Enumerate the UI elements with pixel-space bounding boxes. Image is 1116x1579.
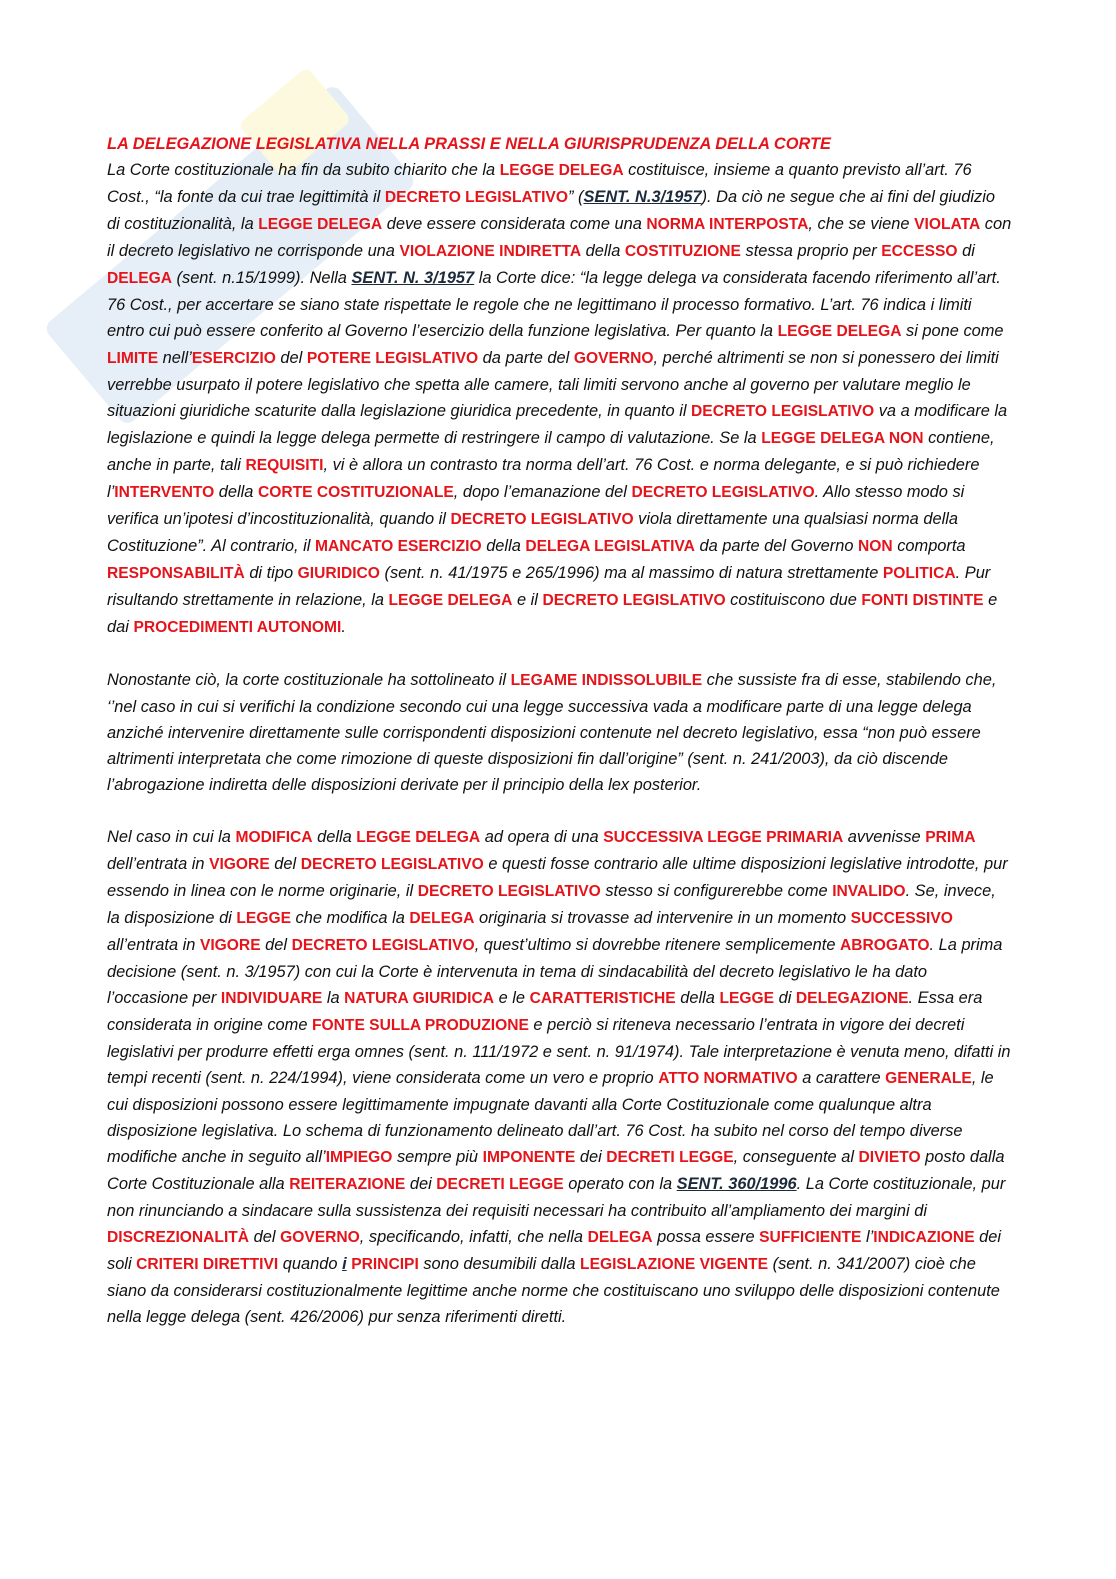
text-run: la Corte dice: “la legge delega va considerata facendo riferimento all’art. 76 Cost., per accertare se siano state rispettate le regole che ne legittimano il processo formativo. L’art. 76 indica i limiti entro cui può essere conferito al Governo l’esercizio della funzione legislativa. Per quanto la [107,269,1001,340]
key-term: LEGGE [236,910,291,927]
key-term: DECRETO LEGISLATIVO [691,403,875,420]
text-run: . Essa era considerata in origine come [107,989,983,1034]
key-term: VIGORE [199,937,261,954]
text-run: , quest’ultimo si dovrebbe ritenere semplicemente [474,936,841,954]
key-term: NATURA GIURIDICA [344,990,495,1007]
text-run: , vi è allora un contrasto tra norma dell’art. 76 Cost. e norma delegante, e si può richiedere l’ [107,456,980,501]
text-run: quando [278,1255,343,1273]
key-term: IMPONENTE [482,1149,576,1166]
key-term: DECRETO LEGISLATIVO [450,511,634,528]
text-run: con il decreto legislativo ne corrisponde una [107,215,1012,260]
text-run: originaria si trovasse ad intervenire in un momento [474,909,851,927]
text-run: dei [405,1175,437,1193]
key-term: REITERAZIONE [289,1176,406,1193]
text-run: e dai [107,591,998,636]
sentence-reference: SENT. N. 3/1957 [351,269,475,287]
text-run: , specificando, infatti, che nella [359,1228,588,1246]
key-term: LEGAME INDISSOLUBILE [510,672,703,689]
text-run: e perciò si riteneva necessario l’entrata in vigore dei decreti legislativi per produrre effetti erga omnes (sent. n. 111/1972 e sent. n. 91/1974). Tale interpretazione è venuta meno, difatti in tempi recenti (sent. n. 224/1994), viene considerata come un vero e proprio [107,1016,1011,1087]
text-run: ” ( [567,188,584,206]
key-term: SUCCESSIVO [850,910,953,927]
key-term: DISCREZIONALITÀ [107,1229,250,1246]
key-term: RESPONSABILITÀ [107,565,245,582]
text-run: . La prima decisione (sent. n. 3/1957) con cui la Corte è intervenuta in tema di sindacabilità del decreto legislativo le ha dato l’occasione per [107,936,1003,1007]
text-run: della [581,242,625,260]
sentence-reference: i [342,1255,347,1273]
text-run: deve essere considerata come una [382,215,647,233]
key-term: LEGGE DELEGA NON [761,430,924,447]
key-term: POTERE LEGISLATIVO [306,350,479,367]
key-term: ECCESSO [881,243,958,260]
text-run: . Allo stesso modo si verifica un’ipotesi d’incostituzionalità, quando il [107,483,965,528]
text-run: , che se viene [808,215,915,233]
key-term: ABROGATO [840,937,930,954]
key-term: LIMITE [107,350,159,367]
key-term: POLITICA [882,565,956,582]
key-term: PRIMA [925,829,976,846]
text-run: nell’ [158,349,192,367]
key-term: IMPIEGO [325,1149,393,1166]
key-term: DELEGA [409,910,475,927]
paragraph-3 [107,824,1012,1330]
text-run: costituisce, insieme a quanto previsto all’art. 76 Cost., “la fonte da cui trae legittimità il [107,161,972,206]
paragraph-2 [107,667,1012,798]
key-term: FONTE SULLA PRODUZIONE [312,1017,529,1034]
key-term: NORMA INTERPOSTA [646,216,809,233]
key-term: DECRETO LEGISLATIVO [384,189,568,206]
text-run: del [275,349,307,367]
text-run: di tipo [244,564,298,582]
key-term: LEGISLAZIONE VIGENTE [580,1256,769,1273]
text-run: (sent. n. 341/2007) cioè che siano da considerarsi costituzionalmente legittime anche norme che costituiscano uno sviluppo delle disposizioni contenute nella legge delega (sent. 426/2006) pur senza riferimenti diretti. [107,1255,1000,1326]
text-run: , dopo l’emanazione del [453,483,632,501]
key-term: CORTE COSTITUZIONALE [257,484,454,501]
key-term: INDICAZIONE [873,1229,975,1246]
text-run: e questi fosse contrario alle ultime disposizioni legislative introdotte, pur essendo in linea con le norme originarie, il [107,855,1008,900]
text-run: la [322,989,345,1007]
key-term: LEGGE DELEGA [777,323,902,340]
key-term: LEGGE DELEGA [499,162,624,179]
key-term: LEGGE [719,990,775,1007]
document-page [107,131,1012,1330]
key-term: DELEGA [107,270,172,287]
key-term: DELEGAZIONE [795,990,909,1007]
key-term: GIURIDICO [297,565,380,582]
key-term: GENERALE [885,1070,972,1087]
text-run: ). Da ciò ne segue che ai fini del giudizio di costituzionalità, la [107,188,995,233]
key-term: COSTITUZIONE [624,243,741,260]
text-run: viola direttamente una qualsiasi norma della Costituzione”. Al contrario, il [107,510,958,555]
key-term: DECRETO LEGISLATIVO [417,883,601,900]
key-term: PRINCIPI [351,1256,419,1273]
sentence-reference: SENT. N.3/1957 [583,188,702,206]
text-run: della [481,537,526,555]
key-term: CARATTERISTICHE [529,990,676,1007]
key-term: INVALIDO [832,883,906,900]
text-run: costituiscono due [725,591,862,609]
text-run: Nonostante ciò, la corte costituzionale ha sottolineato il [107,671,511,689]
text-run: l’ [861,1228,874,1246]
key-term: DECRETI LEGGE [436,1176,564,1193]
key-term: DECRETO LEGISLATIVO [291,937,475,954]
key-term: SUFFICIENTE [759,1229,862,1246]
text-run: stesso si configurerebbe come [600,882,833,900]
key-term: CRITERI DIRETTIVI [136,1256,279,1273]
text-run: da parte del [478,349,574,367]
key-term: GOVERNO [280,1229,360,1246]
key-term: DIVIETO [858,1149,921,1166]
text-run: della [214,483,258,501]
key-term: DECRETI LEGGE [606,1149,734,1166]
key-term: REQUISITI [245,457,324,474]
key-term: GOVERNO [573,350,654,367]
text-run: operato con la [563,1175,677,1193]
text-run: avvenisse [843,828,926,846]
key-term: LEGGE DELEGA [258,216,383,233]
text-run: che modifica la [290,909,410,927]
text-run: . La Corte costituzionale, pur non rinunciando a sindacare sulla sussistenza dei requisiti necessari ha contribuito all’ampliamento dei margini di [107,1175,1006,1220]
text-run: sono desumibili dalla [418,1255,581,1273]
key-term: VIOLAZIONE INDIRETTA [399,243,582,260]
text-run: a carattere [797,1069,886,1087]
text-run: di [957,242,975,260]
key-term: VIOLATA [914,216,981,233]
text-run: posto dalla Corte Costituzionale alla [107,1148,1005,1193]
text-run: dell’entrata in [107,855,210,873]
text-run: e il [512,591,543,609]
key-term: ATTO NORMATIVO [658,1070,798,1087]
text-run: , perché altrimenti se non si ponessero dei limiti verrebbe usurpato il potere legislativo che spetta alle camere, tali limiti servono anche al governo per valutare meglio le situazioni giuridiche scaturite dalla legislazione giuridica precedente, in quanto il [107,349,999,420]
text-run: . Pur risultando strettamente in relazione, la [107,564,991,609]
key-term: INTERVENTO [114,484,215,501]
key-term: DECRETO LEGISLATIVO [631,484,815,501]
text-run: e le [494,989,530,1007]
text-run: di [774,989,796,1007]
key-term: LEGGE DELEGA [356,829,481,846]
text-run: sempre più [392,1148,483,1166]
key-term: LEGGE DELEGA [388,592,513,609]
key-term: SUCCESSIVA LEGGE PRIMARIA [603,829,844,846]
key-term: VIGORE [209,856,270,873]
document-title: LA DELEGAZIONE LEGISLATIVA NELLA PRASSI E NELLA GIURISPRUDENZA DELLA CORTE [107,135,831,153]
text-run: , conseguente al [733,1148,859,1166]
key-term: NON [858,538,893,555]
text-run: va a modificare la legislazione e quindi la legge delega permette di restringere il campo di valutazione. Se la [107,402,1008,447]
text-run: La Corte costituzionale ha fin da subito chiarito che la [107,161,500,179]
text-run: comporta [892,537,966,555]
text-run: ad opera di una [480,828,604,846]
text-run: (sent. n. 41/1975 e 265/1996) ma al massimo di natura strettamente [379,564,883,582]
text-run: del [269,855,301,873]
text-run: contiene, anche in parte, tali [107,429,995,474]
text-run: del [260,936,292,954]
text-run: che sussiste fra di esse, stabilendo che, ‘’nel caso in cui si verifichi la condizione secondo cui una legge successiva vada a modificare parte di una legge delega anziché intervenire direttamente sulle corrispondenti disposizioni contenute nel decreto legislativo, essa “non può essere altrimenti interpretata che come rimozione di queste disposizioni fin dall’origine” (sent. n. 241/2003), da ciò discende l’abrogazione indiretta delle disposizioni derivate per il principio della lex posterior. [107,671,997,794]
key-term: FONTI DISTINTE [861,592,984,609]
key-term: DECRETO LEGISLATIVO [300,856,484,873]
key-term: INDIVIDUARE [220,990,323,1007]
key-term: DELEGA LEGISLATIVA [525,538,695,555]
text-run: della [312,828,357,846]
text-run: Nel caso in cui la [107,828,236,846]
paragraph-1 [107,157,1012,641]
key-term: PROCEDIMENTI AUTONOMI [133,619,342,636]
text-run: all’entrata in [107,936,200,954]
text-run: dei soli [107,1228,1002,1273]
key-term: MANCATO ESERCIZIO [315,538,482,555]
key-term: ESERCIZIO [191,350,276,367]
key-term: DECRETO LEGISLATIVO [542,592,726,609]
text-run: (sent. n.15/1999). Nella [171,269,352,287]
text-run: si pone come [901,322,1004,340]
text-run: stessa proprio per [740,242,882,260]
text-run: . Se, invece, la disposizione di [107,882,996,927]
key-term: MODIFICA [235,829,313,846]
text-run: . [341,618,346,636]
text-run: dei [575,1148,607,1166]
text-run: della [675,989,720,1007]
text-run: possa essere [652,1228,760,1246]
text-run: del [249,1228,281,1246]
sentence-reference: SENT. 360/1996 [676,1175,797,1193]
key-term: DELEGA [587,1229,653,1246]
text-run: , le cui disposizioni possono essere legittimamente impugnate davanti alla Corte Costituzionale come qualunque altra disposizione legislativa. Lo schema di funzionamento delineato dall’art. 76 Cost. ha subito nel corso del tempo diverse modifiche anche in seguito all’ [107,1069,994,1166]
text-run: da parte del Governo [694,537,859,555]
